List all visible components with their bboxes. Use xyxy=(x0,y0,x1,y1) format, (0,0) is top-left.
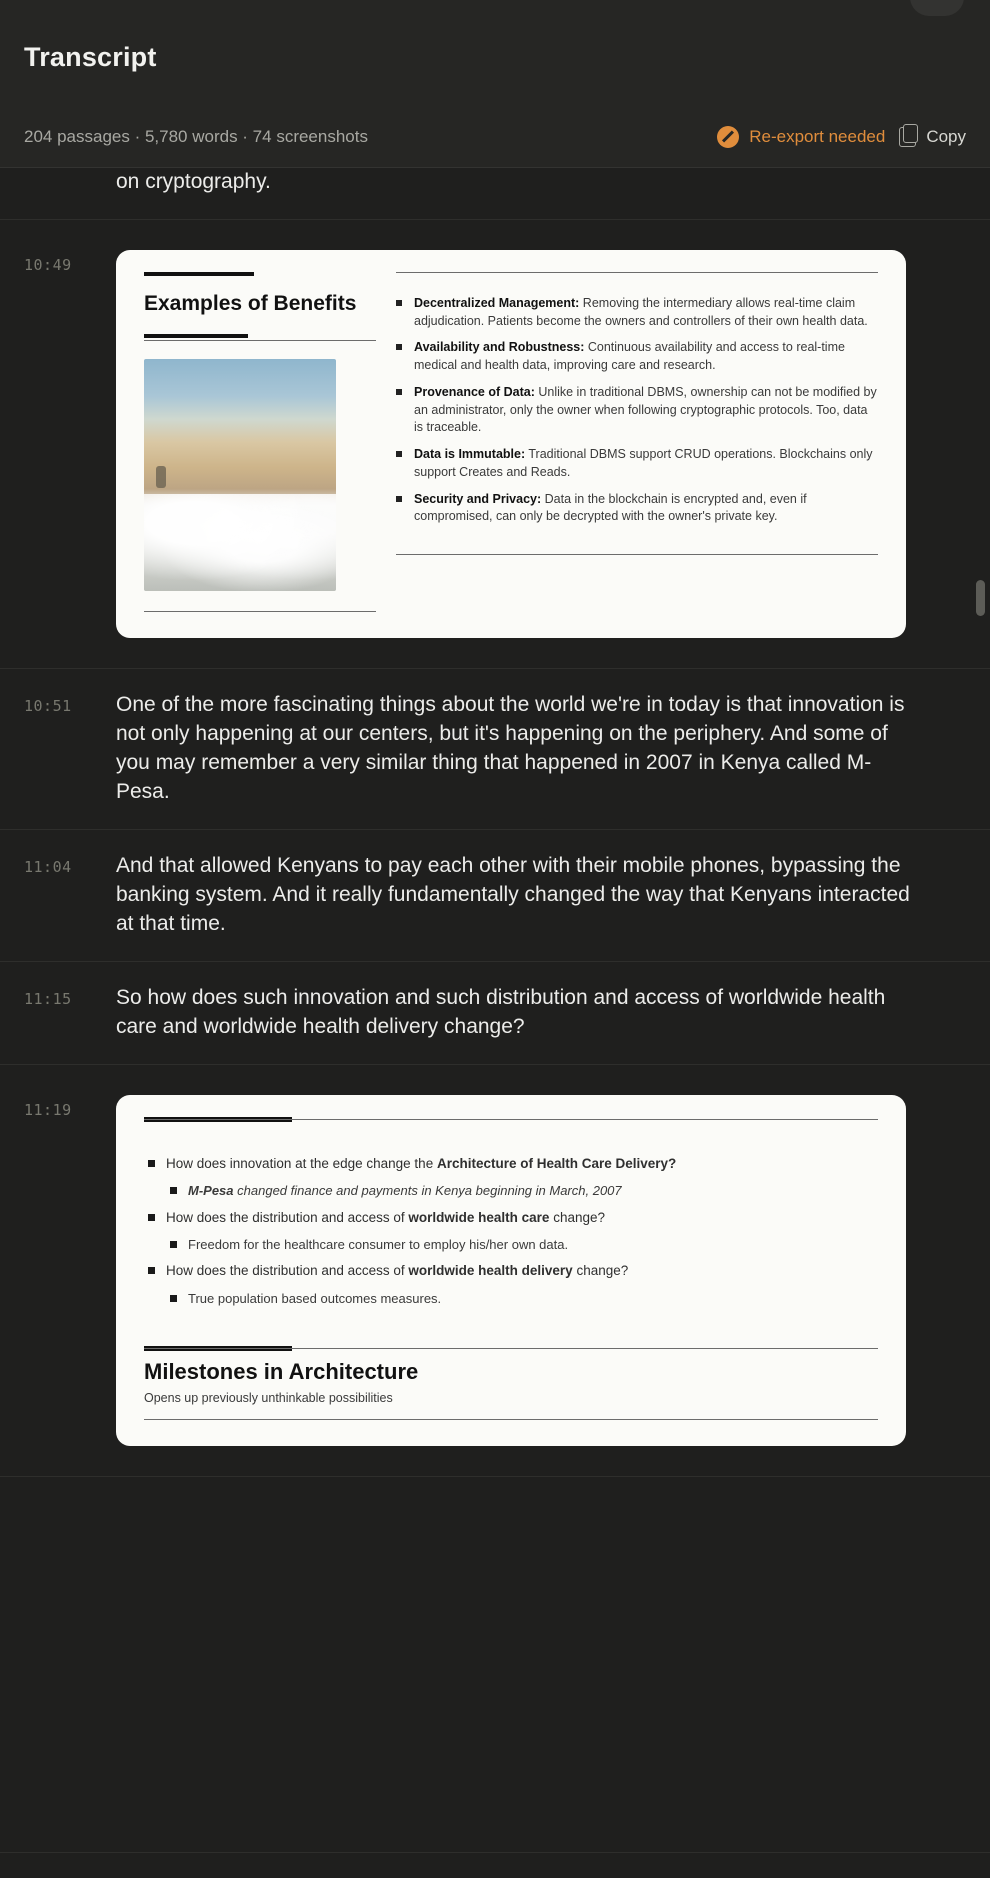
outline-post: change? xyxy=(549,1209,605,1225)
slash-circle-icon xyxy=(717,126,739,148)
timestamp: 11:19 xyxy=(24,1100,72,1119)
divider xyxy=(144,1419,878,1420)
bullet-lead: Provenance of Data: xyxy=(414,384,535,399)
scrollbar-thumb[interactable] xyxy=(976,580,985,616)
transcript-row-1115[interactable] xyxy=(0,962,990,1065)
transcript-list[interactable] xyxy=(0,168,990,1878)
outline-bold: Architecture of Health Care Delivery? xyxy=(436,1155,677,1171)
outline-text: How does the distribution and access of xyxy=(166,1263,409,1279)
outline-post: change? xyxy=(572,1263,629,1279)
timestamp: 11:15 xyxy=(24,989,72,1008)
divider xyxy=(144,611,376,612)
re-export-label: Re-export needed xyxy=(749,126,886,146)
bullet-lead: Decentralized Management: xyxy=(414,295,580,310)
copy-button[interactable] xyxy=(899,127,966,147)
outline-bold: worldwide health delivery xyxy=(408,1263,573,1279)
outline-subitem xyxy=(146,1181,876,1201)
beach-photo xyxy=(144,359,336,591)
transcript-row-partial[interactable] xyxy=(0,168,990,220)
bullet-rest: Data in the blockchain is encrypted and, even if compromised, can only be decrypted with the owner's private key. xyxy=(414,491,807,524)
screenshot-slide[interactable] xyxy=(116,1095,906,1446)
outline-item xyxy=(146,1208,876,1228)
outline-text: How does innovation at the edge change the xyxy=(166,1155,437,1171)
timestamp: 11:04 xyxy=(24,857,72,876)
bullet-lead: Security and Privacy: xyxy=(414,491,542,506)
outline-subitem xyxy=(146,1235,876,1255)
slide-bullet xyxy=(396,295,878,331)
slide-bullet xyxy=(396,446,878,482)
outline-post: changed finance and payments in Kenya beginning in March, 2007 xyxy=(233,1183,622,1199)
copy-icon xyxy=(899,127,916,147)
bullet-lead: Data is Immutable: xyxy=(414,447,526,462)
outline-text: Freedom for the healthcare consumer to employ his/her own data. xyxy=(188,1236,569,1252)
transcript-row-1104[interactable] xyxy=(0,830,990,962)
passage-text: So how does such innovation and such distribution and access of worldwide health care and worldwide health delivery change? xyxy=(116,985,886,1038)
slide-title: Examples of Benefits xyxy=(144,291,357,315)
slide-bullet xyxy=(396,491,878,527)
passage-text: And that allowed Kenyans to pay each other with their mobile phones, bypassing the banking system. And it really fundamentally changed the way that Kenyans interacted at that time. xyxy=(116,853,910,935)
re-export-status[interactable] xyxy=(717,126,885,148)
transcript-row-slide-2[interactable] xyxy=(0,1065,990,1477)
slide-outline-list xyxy=(146,1154,876,1308)
passage-text: on cryptography. xyxy=(116,170,271,193)
outline-bold: worldwide health care xyxy=(408,1209,550,1225)
outline-bold: M-Pesa xyxy=(188,1183,234,1199)
bullet-lead: Availability and Robustness: xyxy=(414,340,585,355)
slide-footer-subtitle: Opens up previously unthinkable possibilities xyxy=(144,1391,393,1406)
bullet-rest: Unlike in traditional DBMS, ownership can not be modified by an administrator, only the owner when following cryptographic protocols. Too, data is traceable. xyxy=(414,384,877,435)
transcript-meta-bar xyxy=(0,106,990,168)
slide-footer-title: Milestones in Architecture xyxy=(144,1359,419,1385)
bottom-divider xyxy=(0,1852,990,1878)
window-control-pill[interactable] xyxy=(910,0,964,16)
divider xyxy=(396,272,878,273)
transcript-row-slide-1[interactable] xyxy=(0,220,990,669)
timestamp: 10:51 xyxy=(24,697,72,716)
timestamp xyxy=(24,168,116,197)
bullet-rest: Removing the intermediary allows real-time claim adjudication. Patients become the owners and controllers of their own health data. xyxy=(414,295,868,328)
timestamp: 10:49 xyxy=(24,255,72,274)
bullet-rest: Continuous availability and access to real-time medical and health data, improving care and research. xyxy=(414,340,845,373)
slide-bullet xyxy=(396,384,878,437)
outline-subitem xyxy=(146,1289,876,1309)
copy-button-label: Copy xyxy=(926,126,966,146)
divider xyxy=(144,1348,878,1349)
divider xyxy=(396,554,878,555)
outline-item xyxy=(146,1154,876,1174)
outline-text: True population based outcomes measures. xyxy=(188,1290,442,1306)
screenshot-slide[interactable] xyxy=(116,250,906,638)
slide-bullet-list xyxy=(396,295,878,526)
scrollbar[interactable] xyxy=(976,172,985,1872)
transcript-row-1051[interactable] xyxy=(0,669,990,830)
passage-text: One of the more fascinating things about the world we're in today is that innovation is not only happening at our centers, but it's happening on the periphery. And some of you may remember a very similar thing that happened in 2007 in Kenya called M-Pesa. xyxy=(116,693,905,804)
window-header xyxy=(0,0,990,106)
slide-bullet xyxy=(396,339,878,375)
transcript-stats: 204 passages · 5,780 words · 74 screenshots xyxy=(24,126,368,146)
page-title: Transcript xyxy=(24,41,157,72)
outline-text: How does the distribution and access of xyxy=(166,1209,409,1225)
outline-item xyxy=(146,1261,876,1281)
bullet-rest: Traditional DBMS support CRUD operations. Blockchains only support Creates and Reads. xyxy=(414,447,873,479)
